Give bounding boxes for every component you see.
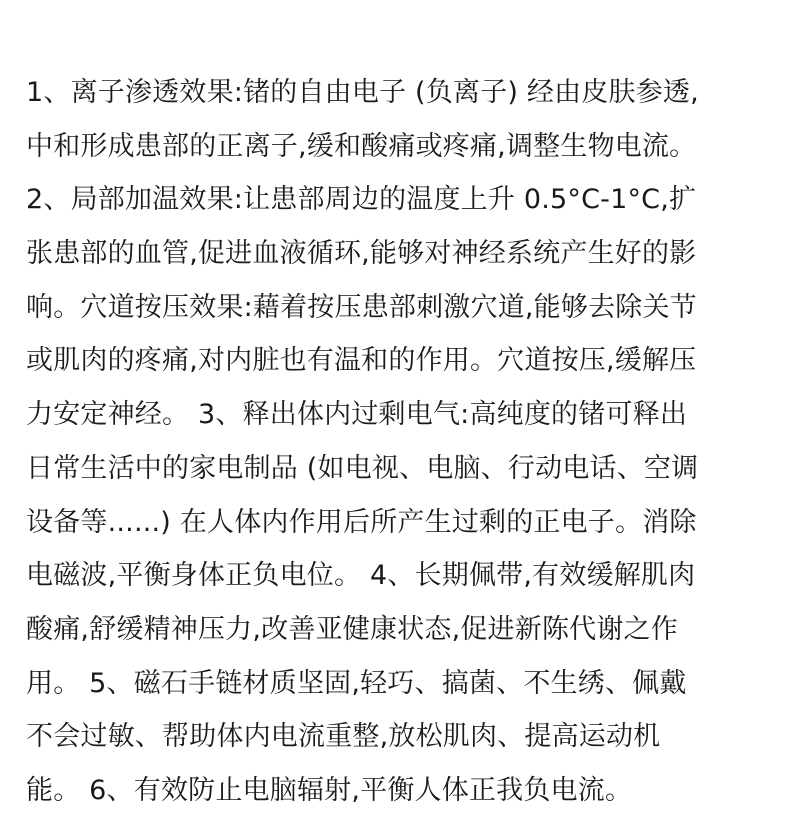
text-line-2: 中和形成患部的正离子,缓和酸痛或疼痛,调整生物电流。 bbox=[26, 130, 697, 162]
text-line-10: 电磁波,平衡身体正负电位。 4、长期佩带,有效缓解肌肉 bbox=[26, 560, 696, 592]
text-line-11: 酸痛,舒缓精神压力,改善亚健康状态,促进新陈代谢之作 bbox=[26, 613, 678, 645]
text-line-12: 用。 5、磁石手链材质坚固,轻巧、搞菌、不生绣、佩戴 bbox=[26, 667, 687, 699]
text-line-8: 日常生活中的家电制品 (如电视、电脑、行动电话、空调 bbox=[26, 452, 699, 484]
text-line-1: 1、离子渗透效果:锗的自由电子 (负离子) 经由皮肤参透, bbox=[26, 77, 699, 108]
text-line-14: 能。 6、有效防止电脑辐射,平衡人体正我负电流。 bbox=[26, 774, 633, 806]
product-description bbox=[26, 66, 788, 818]
text-line-7: 力安定神经。 3、释出体内过剩电气:高纯度的锗可释出 bbox=[26, 399, 688, 431]
text-line-13: 不会过敏、帮助体内电流重整,放松肌肉、提高运动机 bbox=[26, 721, 661, 753]
text-line-3: 2、局部加温效果:让患部周边的温度上升 0.5°C-1°C,扩 bbox=[26, 184, 697, 216]
text-line-9: 设备等......) 在人体内作用后所产生过剩的正电子。消除 bbox=[26, 506, 697, 538]
text-line-4: 张患部的血管,促进血液循环,能够对神经系统产生好的影 bbox=[26, 238, 697, 270]
text-line-5: 响。穴道按压效果:藉着按压患部刺激穴道,能够去除关节 bbox=[26, 291, 697, 323]
text-line-6: 或肌肉的疼痛,对内脏也有温和的作用。穴道按压,缓解压 bbox=[26, 345, 697, 377]
